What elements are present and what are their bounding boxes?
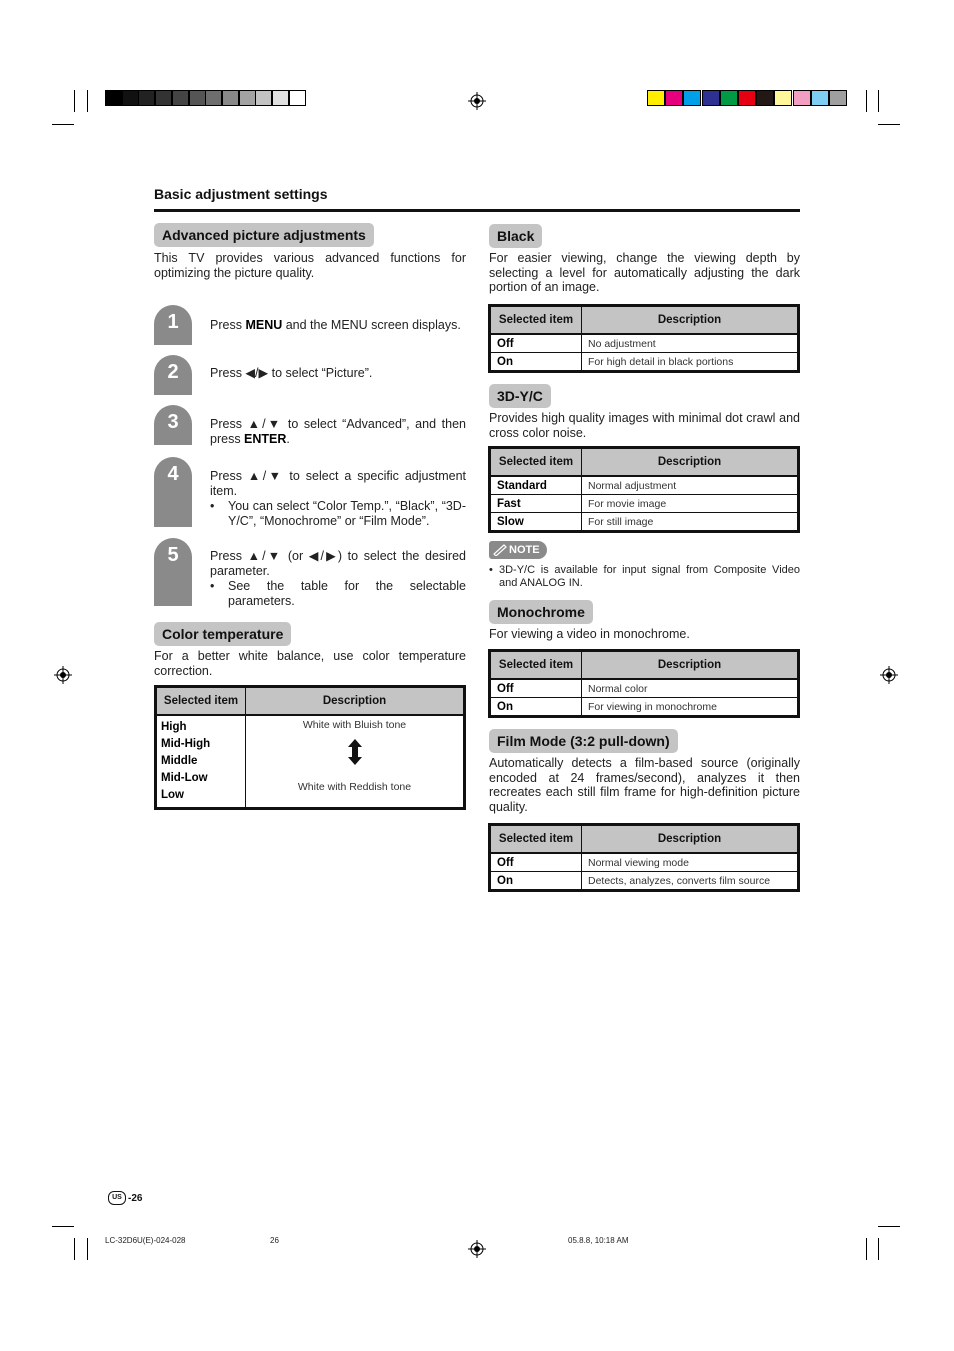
header-rule — [154, 209, 800, 212]
region-badge: US — [108, 1191, 126, 1205]
color-swatch — [647, 90, 665, 106]
gray-swatch — [239, 90, 256, 106]
table-header-item: Selected item — [490, 306, 582, 335]
gray-swatch — [155, 90, 172, 106]
gray-swatch — [172, 90, 189, 106]
step-text: Press ▲/▼ to select “Advanced”, and then press ENTER. — [210, 417, 466, 446]
table-header-description: Description — [582, 825, 799, 854]
color-swatch — [793, 90, 811, 106]
film-mode-intro: Automatically detects a film-based source (originally encoded at 24 frames/second), analyzes it then recreates each still film frame for high-definition picture quality. — [489, 756, 800, 814]
registration-mark-icon — [468, 1240, 486, 1258]
table-row: On For viewing in monochrome — [490, 698, 799, 717]
table-row: Off No adjustment — [490, 334, 799, 353]
table-header-description: Description — [246, 687, 465, 716]
black-title: Black — [489, 224, 542, 248]
table-row: On Detects, analyzes, converts film source — [490, 872, 799, 891]
print-datetime: 05.8.8, 10:18 AM — [568, 1236, 629, 1245]
monochrome-table — [488, 649, 800, 718]
color-swatch — [756, 90, 774, 106]
color-temp-description: White with Bluish tone White with Reddish tone — [246, 715, 465, 809]
table-row: Off Normal viewing mode — [490, 853, 799, 872]
color-swatch — [720, 90, 738, 106]
film-mode-title: Film Mode (3:2 pull-down) — [489, 729, 678, 753]
gray-swatch — [105, 90, 122, 106]
step-number: 1 — [154, 305, 192, 345]
gray-swatch — [255, 90, 272, 106]
color-temp-items: High Mid-High Middle Mid-Low Low — [156, 715, 246, 809]
gray-swatch — [205, 90, 222, 106]
color-temperature-table — [154, 685, 466, 810]
3d-yc-intro: Provides high quality images with minimal dot crawl and cross color noise. — [489, 411, 800, 440]
step-number: 3 — [154, 405, 192, 445]
page-number: -26 — [128, 1192, 143, 1204]
table-header-item: Selected item — [490, 448, 582, 477]
up-down-arrow-icon — [347, 739, 363, 765]
3d-yc-title: 3D-Y/C — [489, 384, 551, 408]
advanced-picture-title: Advanced picture adjustments — [154, 223, 374, 247]
pencil-icon — [493, 544, 507, 556]
advanced-picture-intro: This TV provides various advanced functions for optimizing the picture quality. — [154, 251, 466, 280]
print-page-number: 26 — [270, 1236, 279, 1245]
table-row: On For high detail in black portions — [490, 353, 799, 372]
film-mode-table — [488, 823, 800, 892]
table-header-item: Selected item — [490, 651, 582, 680]
color-swatch — [702, 90, 720, 106]
step-number: 5 — [154, 538, 192, 606]
color-swatch — [665, 90, 683, 106]
table-row: Standard Normal adjustment — [490, 476, 799, 495]
gray-swatch — [138, 90, 155, 106]
color-temperature-intro: For a better white balance, use color temperature correction. — [154, 649, 466, 678]
registration-mark-icon — [880, 666, 898, 684]
gray-swatch — [189, 90, 206, 106]
step-text: Press ▲/▼ (or ◀/▶) to select the desired parameter. • See the table for the selectable parameters. — [210, 549, 466, 608]
file-code: LC-32D6U(E)-024-028 — [105, 1236, 186, 1245]
monochrome-title: Monochrome — [489, 600, 593, 624]
table-header-description: Description — [582, 306, 799, 335]
color-swatch — [738, 90, 756, 106]
gray-swatch — [122, 90, 139, 106]
3d-yc-table — [488, 446, 800, 533]
monochrome-intro: For viewing a video in monochrome. — [489, 627, 690, 641]
table-row: Slow For still image — [490, 513, 799, 532]
step-number: 4 — [154, 457, 192, 527]
color-temperature-title: Color temperature — [154, 622, 291, 646]
section-title: Basic adjustment settings — [154, 186, 328, 202]
table-header-description: Description — [582, 448, 799, 477]
registration-mark-icon — [468, 92, 486, 110]
black-intro: For easier viewing, change the viewing depth by selecting a level for automatically adjusting the dark portion of an image. — [489, 251, 800, 294]
step-text: Press ◀/▶ to select “Picture”. — [210, 366, 373, 380]
table-row: Off Normal color — [490, 679, 799, 698]
table-header-description: Description — [582, 651, 799, 680]
gray-swatch — [272, 90, 289, 106]
step-number: 2 — [154, 355, 192, 395]
note-badge: NOTE — [489, 541, 547, 559]
page-footer-number — [108, 1191, 142, 1205]
black-table — [488, 304, 800, 373]
color-swatch — [683, 90, 701, 106]
color-swatch — [811, 90, 829, 106]
color-swatch — [829, 90, 847, 106]
gray-swatch — [289, 90, 306, 106]
gray-swatch — [222, 90, 239, 106]
step-text: Press MENU and the MENU screen displays. — [210, 318, 461, 332]
step-text: Press ▲/▼ to select a specific adjustment item. • You can select “Color Temp.”, “Black”, “3D-Y/C”, “Monochrome” or “Film Mode”. — [210, 469, 466, 528]
color-swatch — [774, 90, 792, 106]
note-text: • 3D-Y/C is available for input signal from Composite Video and ANALOG IN. — [489, 564, 800, 589]
registration-mark-icon — [54, 666, 72, 684]
table-header-item: Selected item — [156, 687, 246, 716]
table-header-item: Selected item — [490, 825, 582, 854]
table-row: Fast For movie image — [490, 495, 799, 513]
